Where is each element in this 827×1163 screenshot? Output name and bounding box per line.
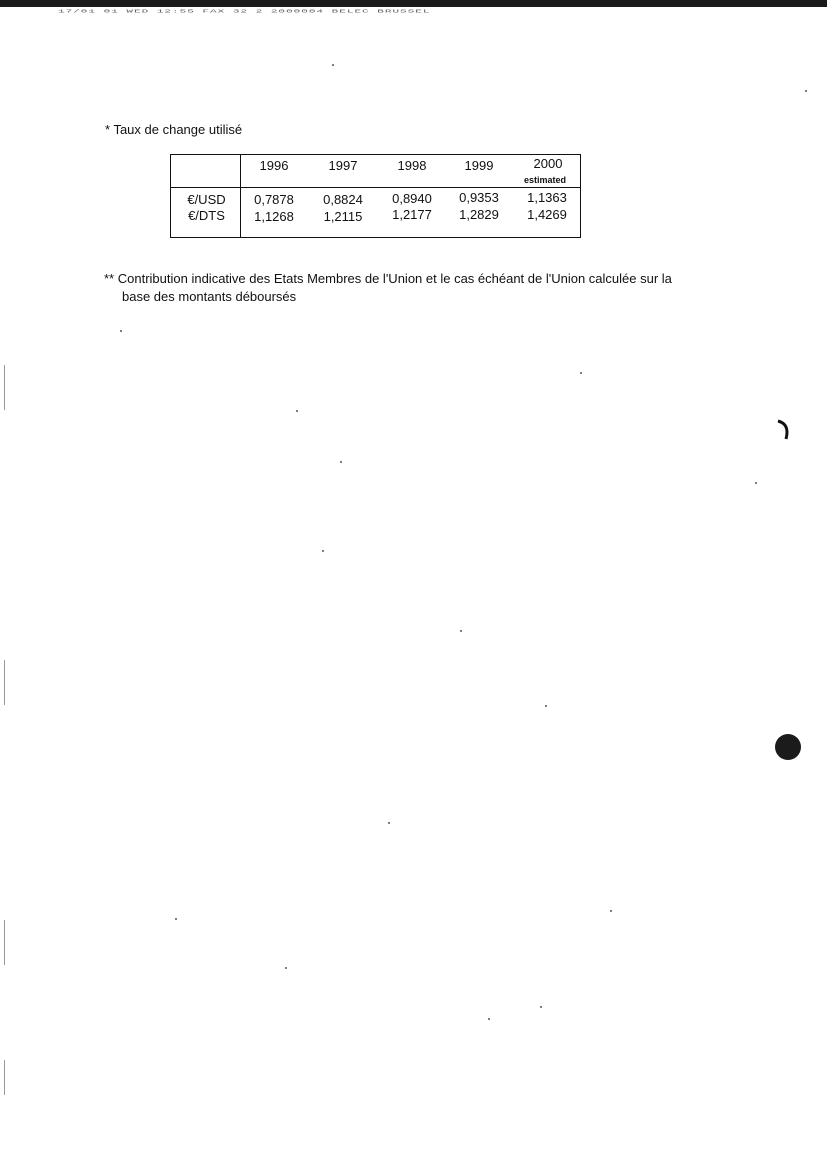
footnote-line-1 (104, 270, 724, 288)
scan-margin-line (4, 920, 5, 965)
scan-speck (388, 822, 390, 824)
scan-margin-line (4, 1060, 5, 1095)
scan-margin-line (4, 365, 5, 410)
year-header-1996: 1996 (259, 158, 289, 173)
year-header-1999: 1999 (464, 158, 494, 173)
scan-speck (545, 705, 547, 707)
table-cell: 0,8940 (392, 191, 432, 206)
table-cell: 0,7878 (254, 192, 294, 207)
punch-hole-arc (774, 418, 792, 442)
scan-speck (322, 550, 324, 552)
footnote-text: Contribution indicative des Etats Membres de l'Union et le cas échéant de l'Union calculée sur la (117, 271, 672, 286)
scan-speck (460, 630, 462, 632)
table-column-divider (240, 155, 241, 237)
scan-speck (540, 1006, 542, 1008)
footnote-marker: * (105, 122, 111, 137)
table-cell: 1,4269 (527, 207, 567, 222)
row-label-eur-usd: €/USD (187, 192, 226, 207)
punch-hole-mark (775, 734, 801, 760)
fax-transmission-header: 17/01 01 WED 12:55 FAX 32 2 2000004 BELEC BRUSSEL (58, 9, 431, 15)
scan-speck (580, 372, 582, 374)
footnote-marker: ** (104, 271, 115, 286)
table-header-divider (171, 187, 580, 188)
table-cell: 0,8824 (323, 192, 363, 207)
year-header-1997: 1997 (328, 158, 358, 173)
scan-speck (805, 90, 807, 92)
table-cell: 1,1268 (254, 209, 294, 224)
scan-speck (332, 64, 334, 66)
table-cell: 1,2177 (392, 207, 432, 222)
exchange-rate-table (170, 154, 581, 238)
scan-speck (340, 461, 342, 463)
table-cell: 1,2829 (459, 207, 499, 222)
footnote-contribution (104, 270, 724, 306)
year-header-2000: 2000 (533, 156, 563, 171)
scan-speck (175, 918, 177, 920)
table-cell: 1,2115 (323, 209, 363, 224)
fax-top-bar (0, 0, 827, 7)
table-cell: 1,1363 (527, 190, 567, 205)
scan-speck (610, 910, 612, 912)
scan-speck (755, 482, 757, 484)
estimated-label: estimated (524, 175, 567, 185)
scan-speck (296, 410, 298, 412)
table-cell: 0,9353 (459, 190, 499, 205)
row-label-eur-dts: €/DTS (188, 208, 225, 223)
scan-margin-line (4, 660, 5, 705)
scan-speck (285, 967, 287, 969)
scan-speck (488, 1018, 490, 1020)
year-header-1998: 1998 (397, 158, 427, 173)
footnote-exchange-rate (105, 122, 242, 137)
footnote-text: Taux de change utilisé (113, 122, 243, 137)
footnote-line-2: base des montants déboursés (122, 289, 297, 304)
scan-speck (120, 330, 122, 332)
